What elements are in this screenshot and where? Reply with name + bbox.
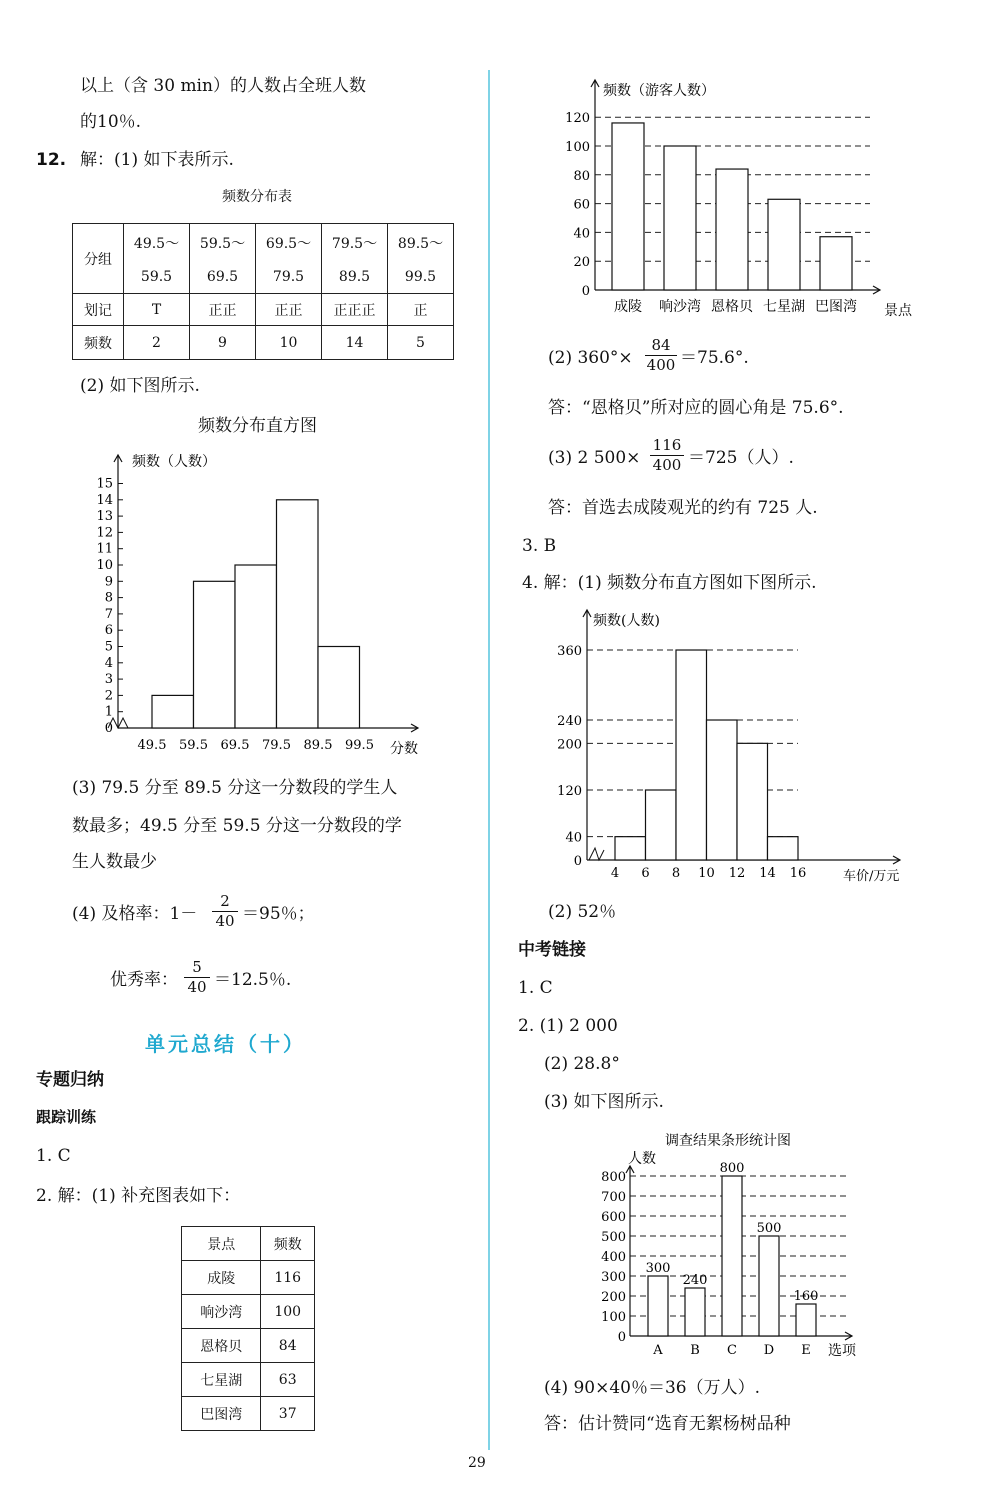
text-line: (2) 如下图所示. bbox=[80, 376, 200, 396]
data-label: 240 bbox=[682, 1273, 708, 1288]
y-tick-label: 4 bbox=[104, 655, 113, 671]
bar bbox=[664, 146, 696, 290]
y-tick-label: 100 bbox=[601, 1310, 626, 1325]
table-cell: 79.5～ 89.5 bbox=[322, 224, 388, 294]
table-title: 频数分布表 bbox=[222, 189, 292, 205]
x-tick-label: 8 bbox=[671, 866, 681, 881]
y-tick-label: 11 bbox=[96, 541, 113, 557]
y-tick-label: 3 bbox=[104, 672, 113, 688]
page-number: 29 bbox=[468, 1455, 486, 1471]
table-cell: 10 bbox=[256, 326, 322, 360]
table-cell: 正正 bbox=[256, 294, 322, 326]
table-cell: 划记 bbox=[73, 294, 124, 326]
table-header: 景点 bbox=[182, 1227, 261, 1261]
y-tick-label: 0 bbox=[573, 854, 582, 869]
x-axis-label: 选项 bbox=[828, 1343, 856, 1359]
x-tick-label: 59.5 bbox=[179, 738, 208, 753]
y-tick-label: 5 bbox=[104, 639, 113, 655]
y-tick-label: 13 bbox=[96, 509, 113, 525]
y-tick-label: 120 bbox=[565, 111, 590, 127]
unit-title: 单元总结（十） bbox=[145, 1032, 306, 1056]
answer-line: 答：估计赞同“选育无絮杨树品种 bbox=[544, 1414, 791, 1434]
y-tick-label: 300 bbox=[601, 1270, 626, 1285]
chart-title: 频数分布直方图 bbox=[198, 416, 317, 436]
text-line: (4) 及格率：1－ bbox=[72, 904, 198, 924]
bar-chart-tourists bbox=[560, 75, 930, 325]
x-tick-label: 79.5 bbox=[262, 738, 291, 753]
answer-line: (4) 90×40％＝36（万人）. bbox=[544, 1378, 761, 1398]
table-cell: 14 bbox=[322, 326, 388, 360]
table-cell: 正 bbox=[388, 294, 454, 326]
x-tick-label: 响沙湾 bbox=[659, 299, 701, 315]
y-axis-label: 频数(人数) bbox=[593, 613, 660, 629]
bar bbox=[716, 169, 748, 290]
x-axis-label: 车价/万元 bbox=[843, 869, 900, 884]
y-tick-label: 10 bbox=[96, 558, 113, 573]
axis-break bbox=[589, 848, 604, 860]
bar bbox=[685, 1288, 705, 1336]
answer-line: 2. (1) 2 000 bbox=[518, 1016, 618, 1036]
histogram-bar bbox=[707, 720, 738, 860]
y-axis-label: 频数（游客人数） bbox=[603, 83, 715, 99]
chart-title: 调查结果条形统计图 bbox=[665, 1133, 791, 1149]
bar bbox=[612, 123, 644, 290]
fraction: $\frac{5}{40}$ bbox=[184, 960, 210, 995]
y-tick-label: 800 bbox=[601, 1170, 626, 1185]
text-line: (3) 79.5 分至 89.5 分这一分数段的学生人 bbox=[72, 778, 398, 798]
x-tick-label: 69.5 bbox=[220, 738, 250, 753]
bar bbox=[768, 199, 800, 290]
frequency-table bbox=[72, 223, 454, 360]
section-heading: 专题归纳 bbox=[36, 1070, 104, 1090]
bar bbox=[648, 1276, 668, 1336]
y-tick-label: 600 bbox=[601, 1210, 626, 1225]
table-cell: 63 bbox=[261, 1363, 315, 1397]
answer-line: 1. C bbox=[36, 1146, 71, 1166]
fraction: $\frac{116}{400}$ bbox=[650, 438, 684, 473]
table-header: 频数 bbox=[261, 1227, 315, 1261]
fraction: $\frac{84}{400}$ bbox=[646, 336, 676, 374]
column-divider bbox=[488, 70, 490, 1450]
answer-line: (2) 52％ bbox=[548, 902, 617, 922]
y-tick-label: 14 bbox=[96, 492, 113, 508]
x-tick-label: 恩格贝 bbox=[711, 299, 753, 315]
text-line: ＝12.5％. bbox=[214, 970, 292, 990]
text-line: (2) 360°× bbox=[548, 348, 633, 368]
histogram-bar bbox=[737, 743, 768, 860]
histogram-bar bbox=[235, 565, 277, 728]
data-label: 160 bbox=[793, 1289, 819, 1304]
question-number: 12. bbox=[36, 150, 67, 170]
y-tick-label: 40 bbox=[565, 830, 582, 846]
x-tick-label: A bbox=[653, 1343, 663, 1358]
table-cell: 正正 bbox=[190, 294, 256, 326]
text-line: 优秀率： bbox=[110, 970, 178, 990]
table-cell: 89.5～ 99.5 bbox=[388, 224, 454, 294]
y-tick-label: 60 bbox=[573, 197, 590, 213]
section-heading: 中考链接 bbox=[518, 940, 586, 960]
table-cell: 响沙湾 bbox=[182, 1295, 261, 1329]
table-cell: 5 bbox=[388, 326, 454, 360]
table-cell: 100 bbox=[261, 1295, 315, 1329]
x-tick-label: 99.5 bbox=[345, 738, 374, 753]
y-tick-label: 7 bbox=[104, 606, 113, 622]
spots-table bbox=[181, 1226, 315, 1431]
x-tick-label: 10 bbox=[698, 866, 715, 881]
data-label: 500 bbox=[756, 1221, 782, 1236]
y-tick-label: 2 bbox=[104, 688, 113, 704]
x-tick-label: 6 bbox=[641, 866, 650, 881]
table-cell: 59.5～ 69.5 bbox=[190, 224, 256, 294]
table-cell: 37 bbox=[261, 1397, 315, 1431]
x-tick-label: 4 bbox=[610, 866, 620, 881]
answer-line: 答：“恩格贝”所对应的圆心角是 75.6°. bbox=[548, 398, 844, 418]
text-line: 生人数最少 bbox=[72, 852, 157, 872]
bar bbox=[820, 237, 852, 290]
y-tick-label: 240 bbox=[557, 714, 582, 730]
x-tick-label: 12 bbox=[728, 866, 746, 881]
x-tick-label: 49.5 bbox=[137, 738, 167, 753]
table-cell: 频数 bbox=[73, 326, 124, 360]
histogram-bar bbox=[615, 837, 646, 860]
histogram-bar bbox=[768, 837, 799, 860]
answer-line: 答：首选去成陵观光的约有 725 人. bbox=[548, 498, 818, 518]
answer-line: (3) 如下图所示. bbox=[544, 1092, 664, 1112]
x-tick-label: 七星湖 bbox=[763, 299, 805, 315]
text-line: 以上（含 30 min）的人数占全班人数 bbox=[80, 76, 366, 96]
x-tick-label: C bbox=[727, 1343, 737, 1358]
y-tick-label: 100 bbox=[565, 140, 590, 155]
x-tick-label: 14 bbox=[759, 866, 776, 881]
y-tick-label: 120 bbox=[557, 784, 582, 800]
bar bbox=[796, 1304, 816, 1336]
text-line: 数最多；49.5 分至 59.5 分这一分数段的学 bbox=[72, 816, 402, 836]
answer-line: 3. B bbox=[522, 536, 557, 556]
y-tick-label: 9 bbox=[104, 574, 113, 590]
y-tick-label: 15 bbox=[96, 476, 113, 492]
text-line: ＝725（人）. bbox=[688, 448, 794, 468]
histogram-bar bbox=[676, 650, 707, 860]
y-tick-label: 400 bbox=[601, 1250, 626, 1265]
y-tick-label: 0 bbox=[617, 1330, 626, 1345]
histogram-bar bbox=[318, 647, 360, 729]
table-cell: 恩格贝 bbox=[182, 1329, 261, 1363]
y-tick-label: 200 bbox=[557, 737, 582, 753]
table-cell: 9 bbox=[190, 326, 256, 360]
histogram-car-price bbox=[557, 605, 920, 885]
y-tick-label: 360 bbox=[557, 644, 582, 660]
fraction: $\frac{2}{40}$ bbox=[212, 894, 238, 929]
bar bbox=[722, 1176, 742, 1336]
y-tick-label: 1 bbox=[104, 704, 113, 720]
y-tick-label: 0 bbox=[104, 721, 113, 736]
text-line: (3) 2 500× bbox=[548, 448, 641, 468]
histogram-bar bbox=[277, 500, 319, 728]
y-tick-label: 0 bbox=[581, 284, 590, 299]
x-axis-label: 景点 bbox=[884, 303, 912, 319]
y-tick-label: 20 bbox=[573, 255, 590, 271]
text-line: ＝75.6°. bbox=[680, 348, 749, 368]
text-line: ＝95％； bbox=[242, 904, 315, 924]
answer-line: 1. C bbox=[518, 978, 553, 998]
answer-line: 4. 解：(1) 频数分布直方图如下图所示. bbox=[522, 573, 817, 593]
histogram-bar bbox=[194, 581, 236, 728]
y-tick-label: 6 bbox=[104, 623, 113, 639]
table-cell: 分组 bbox=[73, 224, 124, 294]
y-axis-label: 频数（人数） bbox=[132, 454, 216, 470]
x-tick-label: 巴图湾 bbox=[815, 299, 857, 315]
x-tick-label: 16 bbox=[789, 866, 807, 881]
text-line: 的10％. bbox=[80, 112, 142, 132]
y-tick-label: 200 bbox=[601, 1290, 626, 1305]
bar-chart-survey bbox=[590, 1128, 870, 1363]
x-tick-label: 89.5 bbox=[303, 738, 333, 753]
table-cell: 84 bbox=[261, 1329, 315, 1363]
text-line: 解：(1) 如下表所示. bbox=[80, 150, 234, 170]
data-label: 300 bbox=[645, 1261, 671, 1276]
data-label: 800 bbox=[719, 1161, 745, 1176]
y-axis-label: 人数 bbox=[628, 1151, 656, 1167]
answer-line: (2) 28.8° bbox=[544, 1054, 620, 1074]
section-subheading: 跟踪训练 bbox=[36, 1108, 97, 1126]
table-cell: 正正正 bbox=[322, 294, 388, 326]
table-cell: 2 bbox=[124, 326, 190, 360]
bar bbox=[759, 1236, 779, 1336]
y-tick-label: 80 bbox=[573, 168, 590, 184]
y-tick-label: 500 bbox=[601, 1230, 626, 1245]
y-tick-label: 8 bbox=[104, 590, 113, 606]
table-cell: 69.5～ 79.5 bbox=[256, 224, 322, 294]
answer-line: 2. 解：(1) 补充图表如下： bbox=[36, 1186, 241, 1206]
histogram-scores bbox=[80, 445, 440, 760]
table-cell: 七星湖 bbox=[182, 1363, 261, 1397]
y-tick-label: 12 bbox=[96, 525, 113, 541]
y-tick-label: 40 bbox=[573, 226, 590, 242]
x-tick-label: D bbox=[763, 1343, 775, 1358]
table-cell: T bbox=[124, 294, 190, 326]
table-cell: 巴图湾 bbox=[182, 1397, 261, 1431]
histogram-bar bbox=[646, 790, 677, 860]
x-tick-label: 成陵 bbox=[614, 299, 642, 315]
table-cell: 116 bbox=[261, 1261, 315, 1295]
table-cell: 成陵 bbox=[182, 1261, 261, 1295]
y-tick-label: 700 bbox=[601, 1190, 626, 1205]
x-tick-label: B bbox=[690, 1343, 700, 1358]
histogram-bar bbox=[152, 695, 194, 728]
x-tick-label: E bbox=[801, 1343, 811, 1358]
table-cell: 49.5～ 59.5 bbox=[124, 224, 190, 294]
x-axis-label: 分数 bbox=[390, 741, 418, 757]
